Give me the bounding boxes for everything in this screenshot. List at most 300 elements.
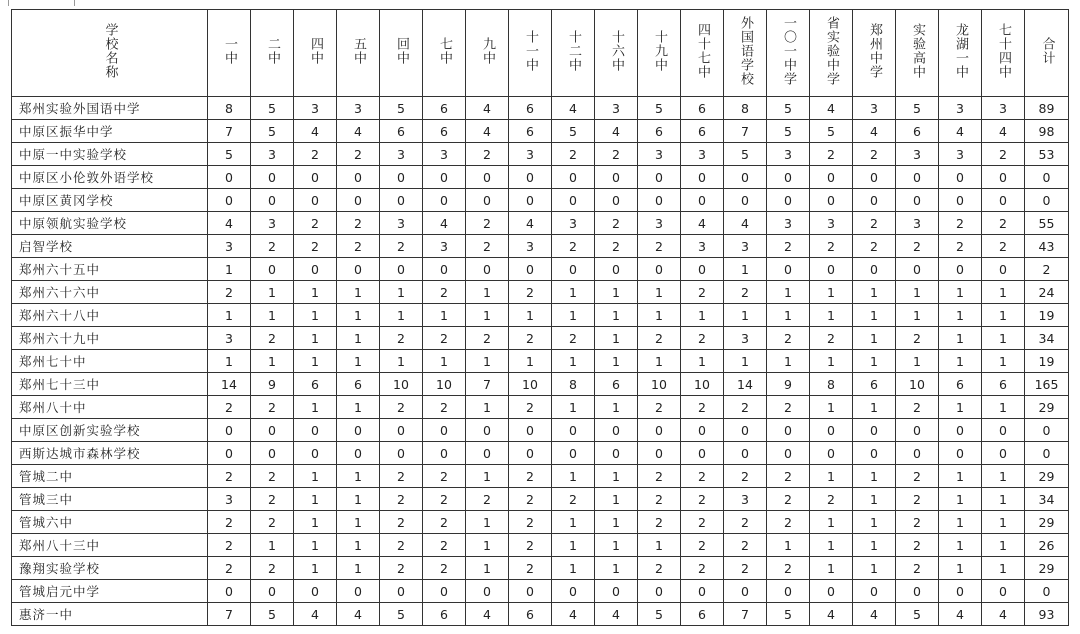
quota-cell: 0	[466, 419, 509, 442]
quota-cell: 0	[466, 258, 509, 281]
quota-cell: 2	[251, 235, 294, 258]
quota-cell: 2	[208, 511, 251, 534]
quota-cell: 1	[724, 304, 767, 327]
quota-cell: 2	[423, 327, 466, 350]
quota-cell: 1	[982, 488, 1025, 511]
column-header	[208, 10, 251, 97]
quota-cell: 3	[939, 143, 982, 166]
quota-cell: 10	[896, 373, 939, 396]
quota-cell: 0	[767, 258, 810, 281]
quota-cell: 1	[337, 281, 380, 304]
quota-cell: 0	[767, 166, 810, 189]
column-header	[380, 10, 423, 97]
quota-cell: 3	[638, 143, 681, 166]
quota-cell: 0	[810, 258, 853, 281]
quota-cell: 1	[466, 350, 509, 373]
quota-cell: 0	[251, 189, 294, 212]
table-row	[12, 258, 1069, 281]
quota-cell: 1	[509, 304, 552, 327]
quota-cell: 2	[466, 327, 509, 350]
quota-cell: 2	[724, 557, 767, 580]
quota-cell: 0	[251, 419, 294, 442]
total-cell: 0	[1025, 166, 1069, 189]
quota-cell: 6	[681, 603, 724, 626]
quota-cell: 2	[509, 281, 552, 304]
quota-cell: 0	[595, 442, 638, 465]
quota-cell: 7	[466, 373, 509, 396]
quota-cell: 1	[595, 534, 638, 557]
total-cell: 19	[1025, 350, 1069, 373]
school-name-cell: 中原区小伦敦外语学校	[12, 166, 208, 189]
quota-cell: 3	[724, 488, 767, 511]
quota-cell: 0	[380, 580, 423, 603]
quota-cell: 0	[724, 580, 767, 603]
quota-cell: 1	[294, 304, 337, 327]
quota-cell: 2	[380, 235, 423, 258]
quota-cell: 1	[853, 281, 896, 304]
quota-cell: 1	[595, 350, 638, 373]
quota-cell: 0	[337, 189, 380, 212]
quota-cell: 1	[294, 557, 337, 580]
table-row	[12, 235, 1069, 258]
quota-cell: 1	[853, 488, 896, 511]
quota-cell: 1	[337, 350, 380, 373]
quota-cell: 2	[294, 235, 337, 258]
quota-cell: 0	[294, 419, 337, 442]
quota-cell: 0	[337, 580, 380, 603]
column-header	[939, 10, 982, 97]
quota-cell: 0	[423, 189, 466, 212]
quota-cell: 0	[896, 442, 939, 465]
total-cell: 55	[1025, 212, 1069, 235]
quota-cell: 2	[251, 557, 294, 580]
quota-cell: 1	[939, 465, 982, 488]
quota-cell: 0	[423, 166, 466, 189]
quota-cell: 3	[896, 212, 939, 235]
quota-cell: 0	[294, 442, 337, 465]
quota-cell: 5	[896, 97, 939, 120]
quota-cell: 5	[251, 120, 294, 143]
quota-cell: 1	[423, 350, 466, 373]
quota-cell: 0	[638, 442, 681, 465]
quota-cell: 1	[337, 327, 380, 350]
total-cell: 0	[1025, 189, 1069, 212]
school-name-cell: 中原一中实验学校	[12, 143, 208, 166]
quota-cell: 2	[767, 396, 810, 419]
quota-cell: 1	[337, 488, 380, 511]
quota-cell: 7	[724, 603, 767, 626]
column-header-label: 龙湖一中	[953, 23, 968, 79]
quota-cell: 4	[939, 603, 982, 626]
quota-cell: 1	[380, 350, 423, 373]
quota-cell: 1	[853, 534, 896, 557]
quota-cell: 0	[810, 419, 853, 442]
quota-cell: 0	[853, 419, 896, 442]
table-row	[12, 304, 1069, 327]
quota-cell: 0	[638, 419, 681, 442]
quota-cell: 2	[423, 534, 466, 557]
quota-cell: 2	[638, 396, 681, 419]
quota-cell: 9	[251, 373, 294, 396]
quota-cell: 0	[595, 419, 638, 442]
quota-cell: 0	[853, 442, 896, 465]
quota-cell: 2	[380, 557, 423, 580]
quota-cell: 2	[896, 488, 939, 511]
quota-cell: 0	[853, 258, 896, 281]
quota-cell: 2	[208, 534, 251, 557]
quota-cell: 1	[552, 557, 595, 580]
column-header	[767, 10, 810, 97]
quota-cell: 1	[337, 534, 380, 557]
quota-cell: 0	[896, 258, 939, 281]
school-name-cell: 郑州实验外国语中学	[12, 97, 208, 120]
quota-cell: 1	[767, 534, 810, 557]
quota-cell: 0	[423, 419, 466, 442]
quota-cell: 1	[423, 304, 466, 327]
quota-cell: 2	[896, 465, 939, 488]
quota-cell: 3	[810, 212, 853, 235]
quota-cell: 6	[509, 97, 552, 120]
column-header-label: 四中	[308, 37, 323, 65]
school-name-cell: 郑州七十三中	[12, 373, 208, 396]
column-header	[724, 10, 767, 97]
quota-cell: 3	[552, 212, 595, 235]
quota-cell: 2	[595, 212, 638, 235]
table-row	[12, 488, 1069, 511]
quota-cell: 4	[939, 120, 982, 143]
quota-cell: 0	[853, 166, 896, 189]
quota-cell: 10	[681, 373, 724, 396]
column-header-label: 一中	[222, 37, 237, 65]
quota-cell: 2	[251, 465, 294, 488]
school-name-cell: 郑州六十五中	[12, 258, 208, 281]
page-edge-mark-left	[8, 0, 9, 6]
quota-cell: 6	[294, 373, 337, 396]
table-row	[12, 212, 1069, 235]
quota-cell: 4	[853, 603, 896, 626]
quota-cell: 0	[466, 166, 509, 189]
quota-cell: 0	[337, 166, 380, 189]
quota-cell: 2	[509, 327, 552, 350]
quota-cell: 1	[810, 396, 853, 419]
table-row	[12, 419, 1069, 442]
column-header-label: 四十七中	[695, 23, 710, 79]
quota-cell: 2	[337, 235, 380, 258]
quota-cell: 2	[466, 143, 509, 166]
quota-cell: 1	[337, 465, 380, 488]
quota-cell: 2	[681, 465, 724, 488]
quota-cell: 1	[681, 304, 724, 327]
quota-cell: 0	[767, 580, 810, 603]
quota-cell: 1	[337, 396, 380, 419]
quota-cell: 2	[208, 281, 251, 304]
quota-cell: 1	[552, 350, 595, 373]
quota-cell: 1	[982, 465, 1025, 488]
column-header	[681, 10, 724, 97]
school-name-cell: 中原区黄冈学校	[12, 189, 208, 212]
quota-cell: 0	[423, 580, 466, 603]
column-header	[853, 10, 896, 97]
quota-cell: 2	[638, 235, 681, 258]
quota-cell: 2	[767, 488, 810, 511]
quota-cell: 4	[724, 212, 767, 235]
quota-cell: 6	[337, 373, 380, 396]
quota-cell: 4	[337, 120, 380, 143]
total-cell: 34	[1025, 327, 1069, 350]
quota-cell: 4	[595, 603, 638, 626]
quota-cell: 0	[939, 258, 982, 281]
quota-cell: 0	[982, 442, 1025, 465]
quota-cell: 1	[294, 327, 337, 350]
quota-cell: 2	[681, 557, 724, 580]
quota-cell: 1	[853, 304, 896, 327]
quota-cell: 1	[982, 396, 1025, 419]
quota-cell: 2	[853, 212, 896, 235]
quota-cell: 3	[767, 143, 810, 166]
column-header-label: 十一中	[523, 30, 538, 72]
quota-cell: 2	[939, 235, 982, 258]
quota-cell: 1	[294, 488, 337, 511]
quota-cell: 0	[767, 442, 810, 465]
quota-cell: 5	[552, 120, 595, 143]
quota-cell: 0	[896, 419, 939, 442]
quota-cell: 1	[294, 511, 337, 534]
quota-cell: 2	[810, 327, 853, 350]
quota-cell: 0	[595, 166, 638, 189]
quota-cell: 0	[251, 258, 294, 281]
quota-cell: 0	[638, 580, 681, 603]
quota-cell: 1	[251, 350, 294, 373]
quota-cell: 1	[466, 465, 509, 488]
quota-cell: 10	[509, 373, 552, 396]
quota-cell: 0	[294, 189, 337, 212]
quota-cell: 3	[509, 235, 552, 258]
quota-cell: 2	[509, 534, 552, 557]
quota-cell: 0	[681, 166, 724, 189]
total-cell: 0	[1025, 580, 1069, 603]
quota-cell: 1	[767, 281, 810, 304]
column-header-label: 回中	[394, 37, 409, 65]
quota-cell: 2	[681, 511, 724, 534]
total-cell: 29	[1025, 396, 1069, 419]
column-header-label: 外国语学校	[738, 16, 753, 86]
quota-cell: 0	[552, 419, 595, 442]
quota-cell: 2	[810, 235, 853, 258]
quota-cell: 2	[423, 488, 466, 511]
quota-cell: 1	[552, 534, 595, 557]
quota-cell: 4	[423, 212, 466, 235]
quota-cell: 0	[724, 166, 767, 189]
quota-cell: 2	[767, 235, 810, 258]
quota-cell: 2	[509, 488, 552, 511]
page-edge-mark-right	[74, 0, 75, 6]
quota-cell: 1	[982, 304, 1025, 327]
column-header	[337, 10, 380, 97]
quota-cell: 2	[294, 143, 337, 166]
quota-cell: 2	[767, 511, 810, 534]
quota-cell: 1	[853, 465, 896, 488]
quota-cell: 5	[251, 603, 294, 626]
quota-cell: 4	[294, 603, 337, 626]
table-row	[12, 465, 1069, 488]
quota-cell: 0	[681, 258, 724, 281]
quota-cell: 1	[810, 281, 853, 304]
quota-cell: 1	[294, 534, 337, 557]
table-row	[12, 557, 1069, 580]
quota-cell: 0	[380, 442, 423, 465]
column-header	[552, 10, 595, 97]
quota-cell: 2	[380, 465, 423, 488]
quota-cell: 1	[337, 557, 380, 580]
quota-cell: 2	[638, 557, 681, 580]
quota-cell: 2	[767, 465, 810, 488]
total-cell: 165	[1025, 373, 1069, 396]
quota-cell: 0	[724, 442, 767, 465]
table-row	[12, 580, 1069, 603]
quota-cell: 2	[896, 511, 939, 534]
quota-cell: 0	[810, 166, 853, 189]
total-cell: 53	[1025, 143, 1069, 166]
quota-cell: 8	[810, 373, 853, 396]
quota-cell: 3	[423, 235, 466, 258]
quota-cell: 1	[294, 396, 337, 419]
column-header	[595, 10, 638, 97]
quota-cell: 0	[380, 419, 423, 442]
quota-cell: 1	[896, 304, 939, 327]
quota-cell: 0	[337, 419, 380, 442]
quota-cell: 2	[423, 396, 466, 419]
table-row	[12, 166, 1069, 189]
quota-cell: 5	[380, 97, 423, 120]
quota-cell: 0	[896, 189, 939, 212]
column-header	[638, 10, 681, 97]
total-cell: 29	[1025, 465, 1069, 488]
table-row	[12, 511, 1069, 534]
quota-cell: 0	[380, 258, 423, 281]
school-name-cell: 郑州六十六中	[12, 281, 208, 304]
quota-cell: 0	[509, 442, 552, 465]
quota-cell: 3	[595, 97, 638, 120]
quota-cell: 1	[810, 511, 853, 534]
column-header	[251, 10, 294, 97]
quota-cell: 1	[595, 465, 638, 488]
quota-cell: 4	[982, 603, 1025, 626]
school-name-cell: 中原领航实验学校	[12, 212, 208, 235]
quota-cell: 1	[853, 327, 896, 350]
quota-cell: 1	[638, 534, 681, 557]
quota-cell: 1	[466, 281, 509, 304]
quota-cell: 0	[724, 189, 767, 212]
quota-cell: 4	[337, 603, 380, 626]
quota-cell: 2	[509, 465, 552, 488]
quota-cell: 7	[724, 120, 767, 143]
table-row	[12, 442, 1069, 465]
quota-cell: 2	[810, 143, 853, 166]
quota-cell: 2	[724, 396, 767, 419]
quota-cell: 2	[896, 534, 939, 557]
quota-cell: 0	[767, 189, 810, 212]
quota-cell: 3	[251, 212, 294, 235]
quota-cell: 1	[294, 350, 337, 373]
column-header	[810, 10, 853, 97]
table-body	[12, 97, 1069, 626]
quota-cell: 8	[552, 373, 595, 396]
quota-cell: 2	[982, 212, 1025, 235]
column-header-label: 省实验中学	[824, 16, 839, 86]
quota-cell: 1	[509, 350, 552, 373]
quota-cell: 0	[681, 580, 724, 603]
quota-cell: 6	[939, 373, 982, 396]
quota-cell: 0	[552, 258, 595, 281]
quota-cell: 0	[982, 580, 1025, 603]
quota-cell: 0	[466, 442, 509, 465]
table-row	[12, 373, 1069, 396]
quota-cell: 1	[337, 304, 380, 327]
quota-cell: 0	[982, 419, 1025, 442]
quota-cell: 3	[423, 143, 466, 166]
quota-cell: 2	[767, 327, 810, 350]
quota-cell: 1	[294, 281, 337, 304]
quota-cell: 2	[423, 281, 466, 304]
quota-cell: 2	[638, 465, 681, 488]
quota-cell: 1	[810, 534, 853, 557]
school-name-cell: 郑州六十九中	[12, 327, 208, 350]
school-name-cell: 启智学校	[12, 235, 208, 258]
quota-cell: 3	[853, 97, 896, 120]
total-cell: 19	[1025, 304, 1069, 327]
table-header-row	[12, 10, 1069, 97]
quota-cell: 0	[552, 580, 595, 603]
quota-cell: 6	[423, 603, 466, 626]
quota-cell: 0	[939, 442, 982, 465]
quota-cell: 2	[423, 465, 466, 488]
school-name-cell: 管城六中	[12, 511, 208, 534]
quota-cell: 3	[724, 327, 767, 350]
quota-cell: 0	[982, 166, 1025, 189]
quota-cell: 4	[294, 120, 337, 143]
quota-cell: 2	[294, 212, 337, 235]
school-name-cell: 管城启元中学	[12, 580, 208, 603]
total-cell: 2	[1025, 258, 1069, 281]
quota-cell: 1	[724, 350, 767, 373]
quota-cell: 1	[466, 396, 509, 419]
quota-cell: 2	[724, 534, 767, 557]
quota-cell: 6	[681, 120, 724, 143]
quota-cell: 0	[853, 189, 896, 212]
quota-cell: 1	[853, 396, 896, 419]
quota-cell: 2	[337, 143, 380, 166]
quota-cell: 5	[638, 97, 681, 120]
quota-cell: 3	[251, 143, 294, 166]
quota-cell: 0	[251, 580, 294, 603]
quota-cell: 5	[896, 603, 939, 626]
quota-cell: 6	[638, 120, 681, 143]
quota-cell: 1	[939, 534, 982, 557]
quota-cell: 2	[681, 281, 724, 304]
quota-cell: 2	[896, 396, 939, 419]
quota-cell: 3	[208, 235, 251, 258]
quota-cell: 1	[939, 304, 982, 327]
quota-cell: 0	[208, 166, 251, 189]
quota-cell: 2	[251, 511, 294, 534]
quota-cell: 2	[380, 488, 423, 511]
quota-cell: 0	[982, 189, 1025, 212]
quota-cell: 0	[595, 580, 638, 603]
column-header-label: 五中	[351, 37, 366, 65]
quota-cell: 0	[337, 442, 380, 465]
quota-cell: 1	[939, 557, 982, 580]
quota-cell: 1	[853, 511, 896, 534]
